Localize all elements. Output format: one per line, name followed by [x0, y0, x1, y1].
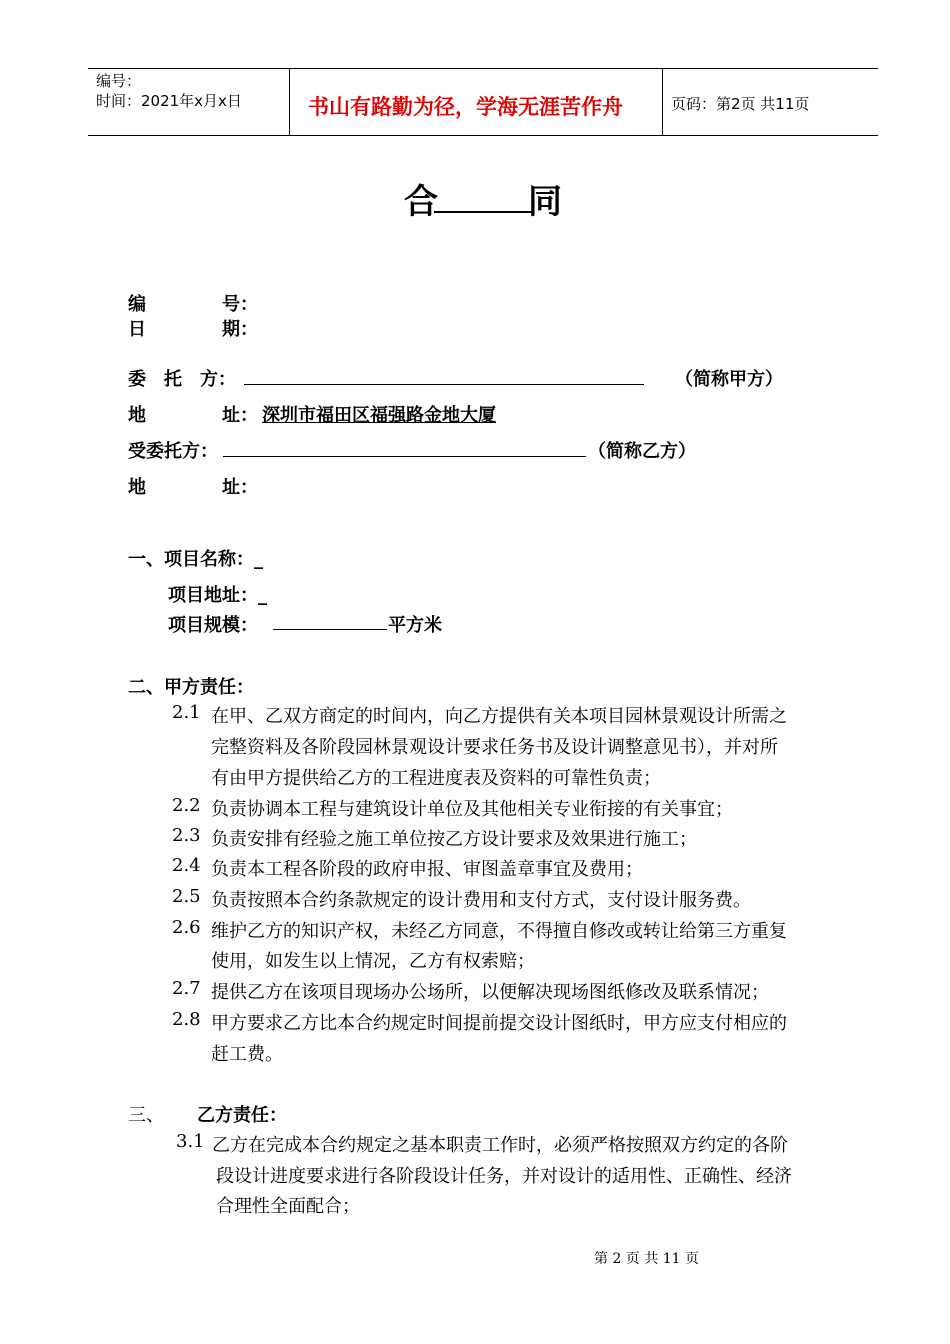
contractor-address-label-a: 地: [128, 477, 146, 498]
section1-scale-label: 项目规模：: [168, 615, 258, 636]
item-3-1-num: 3.1: [176, 1131, 205, 1152]
header-top-border: [88, 68, 878, 69]
header-time-label: 时间：2021年x月x日: [96, 92, 242, 110]
item-3-1-line-1: 乙方在完成本合约规定之基本职责工作时，必须严格按照双方约定的各阶: [212, 1135, 788, 1156]
contractor-address-label-b: 址：: [222, 477, 258, 498]
item-2-1-line-3: 有由甲方提供给乙方的工程进度表及资料的可靠性负责；: [211, 768, 661, 789]
meta-date-label-b: 期：: [222, 319, 258, 340]
header-bottom-border: [88, 135, 878, 136]
section3-heading: 乙方责任：: [197, 1105, 287, 1126]
item-2-6-num: 2.6: [172, 917, 201, 938]
item-2-6-line-2: 使用，如发生以上情况，乙方有权索赔；: [211, 951, 535, 972]
item-2-4-num: 2.4: [172, 855, 201, 876]
title-char-2: 同: [528, 182, 564, 222]
item-2-5-num: 2.5: [172, 886, 201, 907]
item-2-3-num: 2.3: [172, 825, 201, 846]
client-address-label-a: 地: [128, 405, 146, 426]
meta-number-label-b: 号：: [222, 294, 258, 315]
header-divider-left: [289, 68, 290, 135]
header-divider-right: [662, 68, 663, 135]
header-number-label: 编号：: [96, 72, 142, 90]
section2-heading: 二、甲方责任：: [128, 677, 254, 698]
item-2-1-line-1: 在甲、乙双方商定的时间内，向乙方提供有关本项目园林景观设计所需之: [211, 706, 787, 727]
section1-scale-blank: [273, 629, 387, 630]
title-char-1: 合: [404, 182, 440, 222]
section1-scale-unit: 平方米: [388, 615, 442, 636]
client-suffix: （简称甲方）: [675, 369, 783, 390]
document-title: [404, 174, 564, 222]
client-address-value: 深圳市福田区福强路金地大厦: [262, 405, 496, 426]
item-2-2-num: 2.2: [172, 795, 201, 816]
footer-page-number: 第 2 页 共 11 页: [594, 1251, 699, 1267]
item-2-7-line-1: 提供乙方在该项目现场办公场所，以便解决现场图纸修改及联系情况；: [211, 982, 769, 1003]
item-2-3-line-1: 负责安排有经验之施工单位按乙方设计要求及效果进行施工；: [211, 829, 697, 850]
item-2-1-line-2: 完整资料及各阶段园林景观设计要求任务书及设计调整意见书），并对所: [211, 737, 778, 758]
title-gap: [434, 174, 534, 213]
item-2-2-line-1: 负责协调本工程与建筑设计单位及其他相关专业衔接的有关事宜；: [211, 799, 733, 820]
item-2-7-num: 2.7: [172, 978, 201, 999]
item-2-6-line-1: 维护乙方的知识产权，未经乙方同意，不得擅自修改或转让给第三方重复: [211, 921, 787, 942]
item-3-1-line-2: 段设计进度要求进行各阶段设计任务，并对设计的适用性、正确性、经济: [216, 1166, 792, 1187]
meta-number-label-a: 编: [128, 294, 146, 315]
section3-heading-num: 三、: [128, 1105, 164, 1126]
item-2-8-line-2: 赶工费。: [211, 1044, 283, 1065]
client-address-label-b: 址：: [222, 405, 258, 426]
meta-date-label-a: 日: [128, 319, 146, 340]
client-label: 委 托 方：: [128, 369, 236, 390]
header-page-info: 页码：第2页 共11页: [671, 95, 810, 113]
section1-address: 项目地址：_: [168, 585, 267, 606]
contractor-suffix: （简称乙方）: [588, 441, 696, 462]
item-2-1-num: 2.1: [172, 702, 201, 723]
item-2-4-line-1: 负责本工程各阶段的政府申报、审图盖章事宜及费用；: [211, 859, 643, 880]
item-2-5-line-1: 负责按照本合约条款规定的设计费用和支付方式，支付设计服务费。: [211, 890, 751, 911]
item-2-8-num: 2.8: [172, 1009, 201, 1030]
contractor-blank-line: [223, 456, 586, 457]
header-motto: 书山有路勤为径，学海无涯苦作舟: [308, 95, 623, 119]
item-2-8-line-1: 甲方要求乙方比本合约规定时间提前提交设计图纸时，甲方应支付相应的: [211, 1013, 787, 1034]
item-3-1-line-3: 合理性全面配合；: [216, 1196, 360, 1217]
contractor-label: 受委托方：: [128, 441, 218, 462]
client-blank-line: [244, 384, 644, 385]
section1-heading: 一、项目名称：_: [128, 549, 263, 570]
